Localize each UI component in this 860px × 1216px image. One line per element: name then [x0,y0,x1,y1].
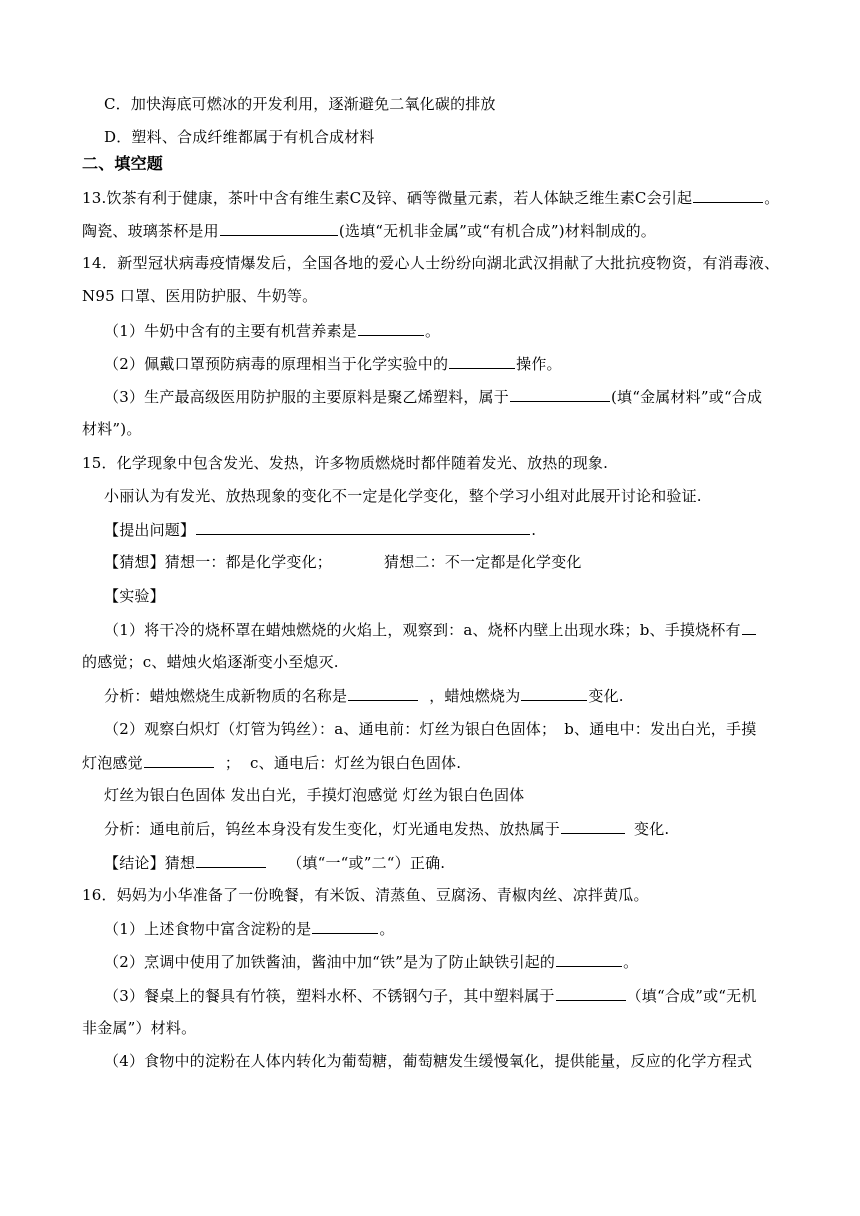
answer-blank[interactable] [510,386,610,402]
question-14-item-1: （1）牛奶中含有的主要有机营养素是 。 [104,322,441,340]
answer-blank[interactable] [348,685,418,701]
question-14-line-2: N95 口罩、医用防护服、牛奶等。 [82,287,318,305]
question-14-item-3: （3）生产最高级医用防护服的主要原料是聚乙烯塑料，属于 (填“金属材料”或“合成 [104,388,763,406]
question-15-conclusion: 【结论】猜想 （填“一“或”二“）正确. [104,854,446,872]
option-c: C．加快海底可燃冰的开发利用，逐渐避免二氧化碳的排放 [104,95,496,113]
question-15-exp-1-analysis: 分析：蜡烛燃烧生成新物质的名称是 ，蜡烛燃烧为 变化. [104,687,624,705]
answer-blank[interactable] [556,951,622,967]
question-14-item-3-cont: 材料”)。 [82,420,142,438]
question-16-item-2: （2）烹调中使用了加铁酱油，酱油中加“铁”是为了防止缺铁引起的 。 [104,953,639,971]
question-15-problem: 【提出问题】 . [104,521,537,539]
answer-blank[interactable] [556,985,626,1001]
question-15-exp-2-cont: 灯泡感觉 ； c、通电后：灯丝为银白色固体. [82,754,462,772]
answer-blank[interactable] [312,918,378,934]
question-16-item-3-cont: 非金属”）材料。 [82,1019,197,1037]
question-15-exp-2-analysis: 分析：通电前后，钨丝本身没有发生变化，灯光通电发热、放热属于 变化. [104,820,670,838]
question-15-exp-1: （1）将干冷的烧杯罩在蜡烛燃烧的火焰上，观察到：a、烧杯内壁上出现水珠；b、手摸烧杯有 [104,619,757,640]
answer-blank[interactable] [196,852,266,868]
question-16-item-3: （3）餐桌上的餐具有竹筷，塑料水杯、不锈钢勺子，其中塑料属于 （填“合成”或“无机 [104,987,757,1005]
question-15-line-2: 小丽认为有发光、放热现象的变化不一定是化学变化，整个学习小组对此展开讨论和验证. [104,487,702,505]
question-15-experiment-heading: 【实验】 [104,587,165,605]
answer-blank[interactable] [449,353,515,369]
section-heading: 二、填空题 [82,154,164,173]
question-15-exp-2: （2）观察白炽灯（灯管为钨丝）：a、通电前：灯丝为银白色固体； b、通电中：发出白光，手摸 [104,720,757,738]
option-d: D．塑料、合成纤维都属于有机合成材料 [104,128,375,146]
answer-blank[interactable] [196,519,530,535]
question-14-line-1: 14．新型冠状病毒疫情爆发后，全国各地的爱心人士纷纷向湖北武汉捐献了大批抗疫物资，有消毒液、 [82,254,780,272]
question-16-item-4: （4）食物中的淀粉在人体内转化为葡萄糖，葡萄糖发生缓慢氧化，提供能量，反应的化学方程式 [104,1052,753,1070]
answer-blank[interactable] [561,818,625,834]
answer-blank[interactable] [358,320,424,336]
question-16-line-1: 16．妈妈为小华准备了一份晚餐，有米饭、清蒸鱼、豆腐汤、青椒肉丝、凉拌黄瓜。 [82,886,649,904]
answer-blank[interactable] [521,685,587,701]
answer-blank[interactable] [144,752,214,768]
question-13-line-2: 陶瓷、玻璃茶杯是用 (选填“无机非金属”或“有机合成”)材料制成的。 [82,222,656,240]
question-14-item-2: （2）佩戴口罩预防病毒的原理相当于化学实验中的 操作。 [104,355,562,373]
answer-blank[interactable] [693,187,763,203]
question-15-exp-2-summary: 灯丝为银白色固体 发出白光，手摸灯泡感觉 灯丝为银白色固体 [104,786,525,804]
answer-blank[interactable] [742,619,756,635]
question-15-exp-1-cont: 的感觉；c、蜡烛火焰逐渐变小至熄灭. [82,653,339,671]
answer-blank[interactable] [220,220,338,236]
question-15-line-1: 15．化学现象中包含发光、发热，许多物质燃烧时都伴随着发光、放热的现象. [82,454,609,472]
question-15-hypothesis: 【猜想】猜想一：都是化学变化； 猜想二：不一定都是化学变化 [104,553,582,571]
question-16-item-1: （1）上述食物中富含淀粉的是 。 [104,920,395,938]
question-13-line-1: 13.饮茶有利于健康，茶叶中含有维生素C及锌、硒等微量元素，若人体缺乏维生素C会引起 。 [82,189,780,207]
